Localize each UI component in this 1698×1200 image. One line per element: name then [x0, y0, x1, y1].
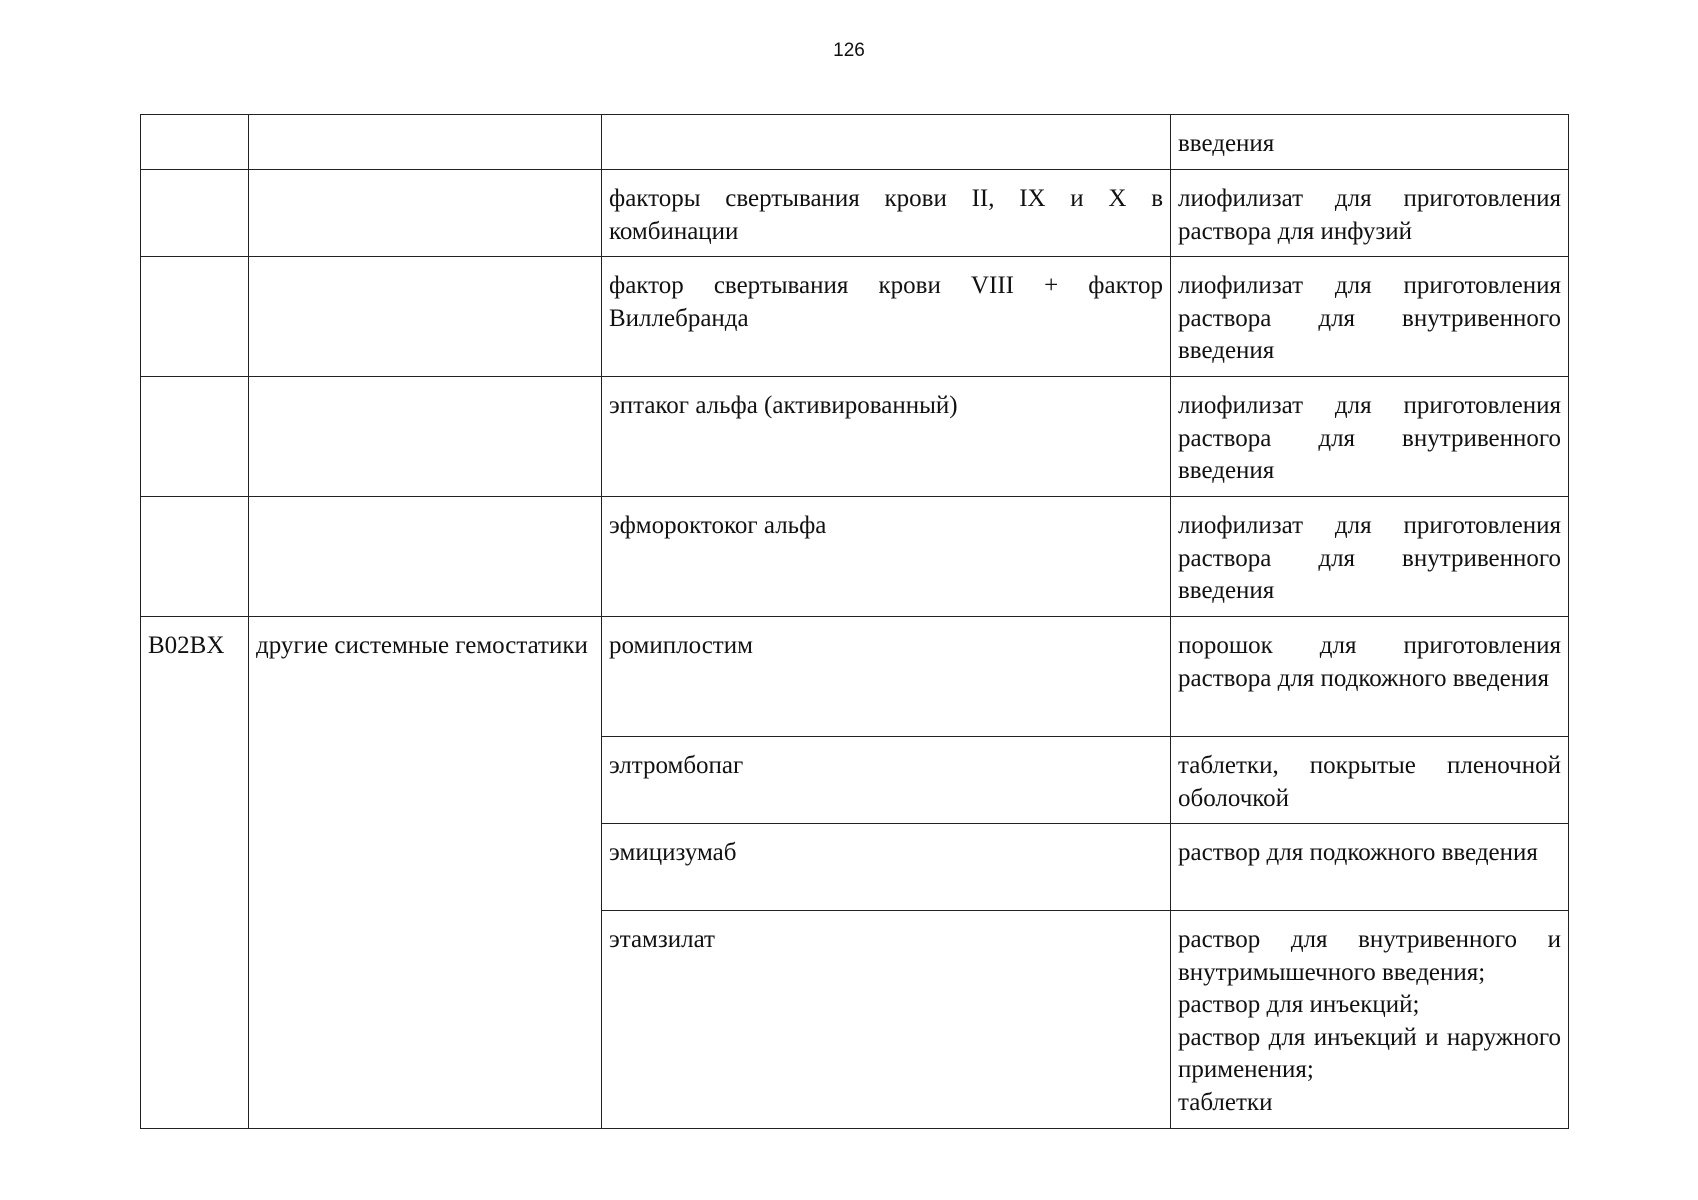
- group-cell: другие системные гемостатики: [249, 617, 602, 1129]
- dosage-form-cell: лиофилизат для приготовления раствора для внутривенного введения: [1171, 497, 1569, 617]
- dosage-form-cell: лиофилизат для приготовления раствора для внутривенного введения: [1171, 377, 1569, 497]
- atc-code-cell: [141, 497, 249, 617]
- dosage-form-cell: таблетки, покрытые пленочной оболочкой: [1171, 737, 1569, 824]
- group-cell: [249, 115, 602, 170]
- dosage-form-line: раствор для инъекций и наружного применения;: [1178, 1023, 1561, 1083]
- dosage-form-cell: лиофилизат для приготовления раствора для инфузий: [1171, 170, 1569, 257]
- table-row: [141, 115, 1569, 170]
- atc-code-cell: [141, 115, 249, 170]
- page-number: 126: [833, 40, 865, 61]
- atc-code-cell: [141, 257, 249, 377]
- dosage-form-cell: лиофилизат для приготовления раствора для внутривенного введения: [1171, 257, 1569, 377]
- group-cell: [249, 377, 602, 497]
- dosage-form-line: таблетки: [1178, 1088, 1273, 1116]
- dosage-form-cell: введения: [1171, 115, 1569, 170]
- drug-name-cell: [602, 115, 1171, 170]
- table-row: [141, 257, 1569, 377]
- table-row: [141, 170, 1569, 257]
- drug-name-cell: эфмороктоког альфа: [602, 497, 1171, 617]
- atc-code-cell: B02BX: [141, 617, 249, 1129]
- table-row: [141, 377, 1569, 497]
- drug-name-cell: эптаког альфа (активированный): [602, 377, 1171, 497]
- group-cell: [249, 170, 602, 257]
- group-cell: [249, 257, 602, 377]
- drug-name-cell: элтромбопаг: [602, 737, 1171, 824]
- drug-name-cell: факторы свертывания крови II, IX и X в комбинации: [602, 170, 1171, 257]
- dosage-form-cell: [1171, 911, 1569, 1129]
- dosage-form-line: раствор для внутривенного и внутримышечного введения;: [1178, 926, 1561, 986]
- group-cell: [249, 497, 602, 617]
- atc-code-cell: [141, 377, 249, 497]
- drug-name-cell: фактор свертывания крови VIII + фактор Виллебранда: [602, 257, 1171, 377]
- table-row: [141, 497, 1569, 617]
- table-row: [141, 617, 1569, 737]
- drug-name-cell: этамзилат: [602, 911, 1171, 1129]
- dosage-form-line: раствор для инъекций;: [1178, 991, 1420, 1018]
- atc-code-cell: [141, 170, 249, 257]
- drug-name-cell: ромиплостим: [602, 617, 1171, 737]
- drug-name-cell: эмицизумаб: [602, 824, 1171, 911]
- dosage-form-cell: раствор для подкожного введения: [1171, 824, 1569, 911]
- drug-table: [140, 114, 1569, 1129]
- dosage-form-cell: порошок для приготовления раствора для подкожного введения: [1171, 617, 1569, 737]
